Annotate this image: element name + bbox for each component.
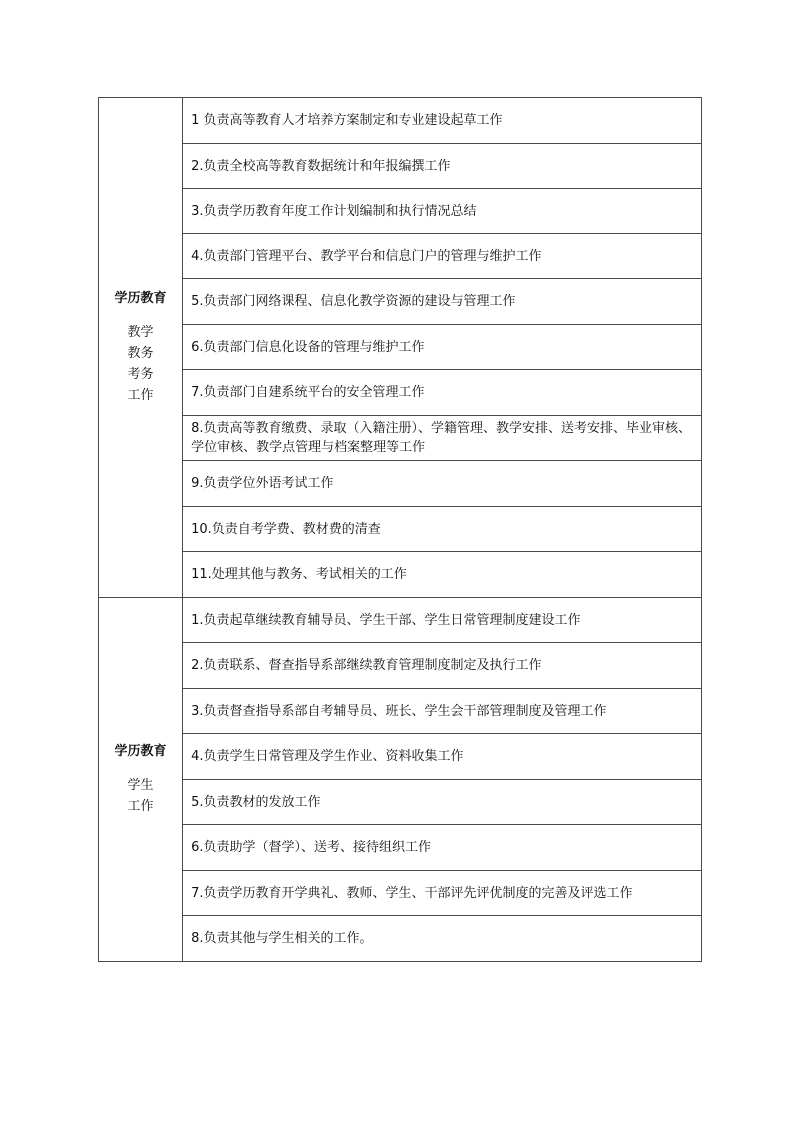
duty-item: 3.负责学历教育年度工作计划编制和执行情况总结 — [183, 189, 702, 234]
table-row — [99, 689, 702, 734]
table-row — [99, 416, 702, 461]
category-cell-student — [99, 598, 183, 962]
table-row — [99, 98, 702, 144]
category-title: 学历教育 — [114, 290, 167, 306]
category-title: 学历教育 — [114, 743, 167, 759]
duty-item: 1 负责高等教育人才培养方案制定和专业建设起草工作 — [183, 98, 702, 144]
table-row — [99, 189, 702, 234]
table-row — [99, 643, 702, 689]
duty-item: 8.负责其他与学生相关的工作。 — [183, 916, 702, 962]
table-row — [99, 825, 702, 871]
table-row — [99, 780, 702, 825]
duty-item: 6.负责助学（督学）、送考、接待组织工作 — [183, 825, 702, 871]
duty-item: 5.负责部门网络课程、信息化教学资源的建设与管理工作 — [183, 279, 702, 325]
duty-item: 3.负责督查指导系部自考辅导员、班长、学生会干部管理制度及管理工作 — [183, 689, 702, 734]
table-row — [99, 871, 702, 916]
table-row — [99, 279, 702, 325]
duty-item: 1.负责起草继续教育辅导员、学生干部、学生日常管理制度建设工作 — [183, 598, 702, 643]
duty-item: 9.负责学位外语考试工作 — [183, 461, 702, 507]
table-row — [99, 370, 702, 416]
table-row — [99, 234, 702, 279]
table-row — [99, 598, 702, 643]
duty-item: 4.负责部门管理平台、教学平台和信息门户的管理与维护工作 — [183, 234, 702, 279]
duty-item: 5.负责教材的发放工作 — [183, 780, 702, 825]
duty-item: 8.负责高等教育缴费、录取（入籍注册）、学籍管理、教学安排、送考安排、毕业审核、学位审核、教学点管理与档案整理等工作 — [183, 416, 702, 461]
duty-item: 2.负责联系、督查指导系部继续教育管理制度制定及执行工作 — [183, 643, 702, 689]
category-cell-teaching — [99, 98, 183, 598]
duty-item: 7.负责部门自建系统平台的安全管理工作 — [183, 370, 702, 416]
table-row — [99, 461, 702, 507]
category-subtitle: 教学 教务 考务 工作 — [127, 324, 154, 403]
table-row — [99, 916, 702, 962]
table-row — [99, 144, 702, 189]
table-row — [99, 325, 702, 370]
category-subtitle: 学生 工作 — [127, 777, 154, 814]
duty-item: 11.处理其他与教务、考试相关的工作 — [183, 552, 702, 598]
duty-item: 10.负责自考学费、教材费的清查 — [183, 507, 702, 552]
table-row — [99, 734, 702, 780]
table-row — [99, 552, 702, 598]
duty-item: 6.负责部门信息化设备的管理与维护工作 — [183, 325, 702, 370]
duty-item: 4.负责学生日常管理及学生作业、资料收集工作 — [183, 734, 702, 780]
duty-table — [98, 97, 702, 962]
duty-item: 7.负责学历教育开学典礼、教师、学生、干部评先评优制度的完善及评选工作 — [183, 871, 702, 916]
duty-item: 2.负责全校高等教育数据统计和年报编撰工作 — [183, 144, 702, 189]
table-row — [99, 507, 702, 552]
